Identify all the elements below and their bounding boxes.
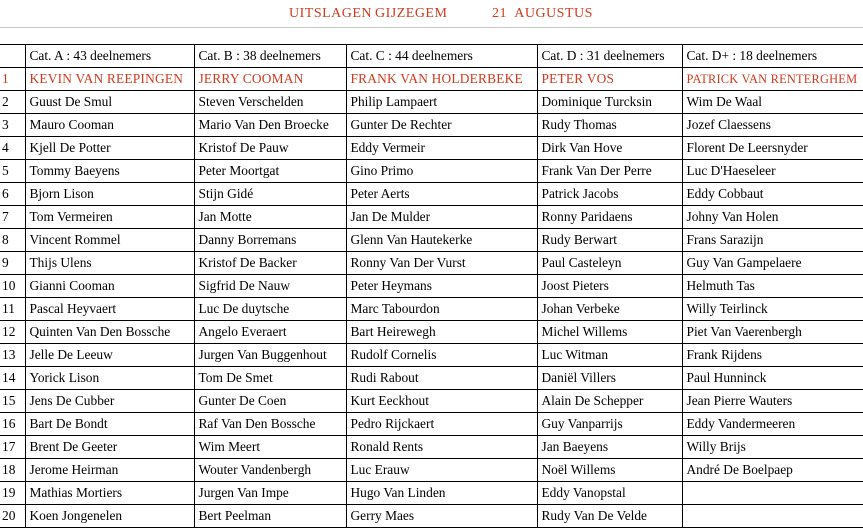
name-cell-cat-b: Wouter Vandenbergh bbox=[194, 459, 346, 482]
name-cell-cat-b: Sigfrid De Nauw bbox=[194, 275, 346, 298]
name-cell-cat-a: KEVIN VAN REEPINGEN bbox=[25, 68, 194, 91]
name-cell-cat-d: Luc Witman bbox=[537, 344, 682, 367]
name-cell-cat-d: Alain De Schepper bbox=[537, 390, 682, 413]
rank-cell: 17 bbox=[0, 436, 25, 459]
name-cell-cat-c: Hugo Van Linden bbox=[346, 482, 537, 505]
table-row bbox=[0, 275, 863, 298]
name-cell-cat-d-plus: Eddy Vandermeeren bbox=[682, 413, 863, 436]
name-cell-cat-c: Peter Heymans bbox=[346, 275, 537, 298]
name-cell-cat-a: Thijs Ulens bbox=[25, 252, 194, 275]
name-cell-cat-d-plus: Willy Teirlinck bbox=[682, 298, 863, 321]
results-table bbox=[0, 44, 863, 528]
name-cell-cat-d-plus: Paul Hunninck bbox=[682, 367, 863, 390]
name-cell-cat-d-plus: Johny Van Holen bbox=[682, 206, 863, 229]
name-cell-cat-d-plus: Guy Van Gampelaere bbox=[682, 252, 863, 275]
rank-cell: 4 bbox=[0, 137, 25, 160]
table-row bbox=[0, 321, 863, 344]
table-row bbox=[0, 436, 863, 459]
name-cell-cat-d: PETER VOS bbox=[537, 68, 682, 91]
name-cell-cat-b: Kristof De Pauw bbox=[194, 137, 346, 160]
name-cell-cat-a: Jens De Cubber bbox=[25, 390, 194, 413]
name-cell-cat-b: Luc De duytsche bbox=[194, 298, 346, 321]
name-cell-cat-b: Mario Van Den Broecke bbox=[194, 114, 346, 137]
name-cell-cat-d: Rudy Van De Velde bbox=[537, 505, 682, 528]
name-cell-cat-c: Gerry Maes bbox=[346, 505, 537, 528]
name-cell-cat-a: Guust De Smul bbox=[25, 91, 194, 114]
rank-cell: 1 bbox=[0, 68, 25, 91]
name-cell-cat-d-plus: Helmuth Tas bbox=[682, 275, 863, 298]
name-cell-cat-d-plus bbox=[682, 482, 863, 505]
name-cell-cat-d: Dirk Van Hove bbox=[537, 137, 682, 160]
header-cat-a: Cat. A : 43 deelnemers bbox=[25, 45, 194, 68]
name-cell-cat-c: Luc Erauw bbox=[346, 459, 537, 482]
rank-cell: 2 bbox=[0, 91, 25, 114]
name-cell-cat-d: Rudy Thomas bbox=[537, 114, 682, 137]
name-cell-cat-b: Kristof De Backer bbox=[194, 252, 346, 275]
name-cell-cat-d-plus: Frank Rijdens bbox=[682, 344, 863, 367]
name-cell-cat-a: Yorick Lison bbox=[25, 367, 194, 390]
name-cell-cat-d-plus: Wim De Waal bbox=[682, 91, 863, 114]
name-cell-cat-c: Philip Lampaert bbox=[346, 91, 537, 114]
table-row bbox=[0, 505, 863, 528]
header-cat-b: Cat. B : 38 deelnemers bbox=[194, 45, 346, 68]
name-cell-cat-d-plus: Frans Sarazijn bbox=[682, 229, 863, 252]
name-cell-cat-d-plus: Piet Van Vaerenbergh bbox=[682, 321, 863, 344]
table-row bbox=[0, 344, 863, 367]
name-cell-cat-d: Patrick Jacobs bbox=[537, 183, 682, 206]
name-cell-cat-d-plus: Florent De Leersnyder bbox=[682, 137, 863, 160]
rank-cell: 15 bbox=[0, 390, 25, 413]
rank-cell: 5 bbox=[0, 160, 25, 183]
results-title bbox=[0, 6, 863, 26]
name-cell-cat-d-plus: Jean Pierre Wauters bbox=[682, 390, 863, 413]
table-row bbox=[0, 91, 863, 114]
table-row bbox=[0, 137, 863, 160]
table-row bbox=[0, 183, 863, 206]
name-cell-cat-b: Tom De Smet bbox=[194, 367, 346, 390]
name-cell-cat-c: Kurt Eeckhout bbox=[346, 390, 537, 413]
table-row bbox=[0, 413, 863, 436]
name-cell-cat-b: Raf Van Den Bossche bbox=[194, 413, 346, 436]
table-row bbox=[0, 206, 863, 229]
name-cell-cat-c: Eddy Vermeir bbox=[346, 137, 537, 160]
name-cell-cat-a: Bart De Bondt bbox=[25, 413, 194, 436]
name-cell-cat-c: Peter Aerts bbox=[346, 183, 537, 206]
name-cell-cat-a: Koen Jongenelen bbox=[25, 505, 194, 528]
results-table-body bbox=[0, 45, 863, 528]
name-cell-cat-d: Frank Van Der Perre bbox=[537, 160, 682, 183]
name-cell-cat-b: Stijn Gidé bbox=[194, 183, 346, 206]
name-cell-cat-d: Dominique Turcksin bbox=[537, 91, 682, 114]
name-cell-cat-d: Noël Willems bbox=[537, 459, 682, 482]
name-cell-cat-d: Paul Casteleyn bbox=[537, 252, 682, 275]
name-cell-cat-b: Jurgen Van Impe bbox=[194, 482, 346, 505]
rank-cell: 12 bbox=[0, 321, 25, 344]
rank-cell: 8 bbox=[0, 229, 25, 252]
name-cell-cat-c: FRANK VAN HOLDERBEKE bbox=[346, 68, 537, 91]
name-cell-cat-c: Ronny Van Der Vurst bbox=[346, 252, 537, 275]
winners-row bbox=[0, 68, 863, 91]
table-row bbox=[0, 298, 863, 321]
name-cell-cat-c: Glenn Van Hautekerke bbox=[346, 229, 537, 252]
name-cell-cat-b: Jurgen Van Buggenhout bbox=[194, 344, 346, 367]
name-cell-cat-a: Vincent Rommel bbox=[25, 229, 194, 252]
rank-cell: 9 bbox=[0, 252, 25, 275]
rank-cell: 16 bbox=[0, 413, 25, 436]
name-cell-cat-d-plus: PATRICK VAN RENTERGHEM bbox=[682, 68, 863, 91]
name-cell-cat-b: Danny Borremans bbox=[194, 229, 346, 252]
name-cell-cat-d-plus bbox=[682, 505, 863, 528]
name-cell-cat-a: Quinten Van Den Bossche bbox=[25, 321, 194, 344]
name-cell-cat-c: Rudi Rabout bbox=[346, 367, 537, 390]
name-cell-cat-b: Peter Moortgat bbox=[194, 160, 346, 183]
name-cell-cat-a: Gianni Cooman bbox=[25, 275, 194, 298]
name-cell-cat-d-plus: Willy Brijs bbox=[682, 436, 863, 459]
name-cell-cat-d: Jan Baeyens bbox=[537, 436, 682, 459]
name-cell-cat-c: Rudolf Cornelis bbox=[346, 344, 537, 367]
rank-cell: 20 bbox=[0, 505, 25, 528]
rank-cell: 10 bbox=[0, 275, 25, 298]
name-cell-cat-b: Wim Meert bbox=[194, 436, 346, 459]
name-cell-cat-c: Gino Primo bbox=[346, 160, 537, 183]
name-cell-cat-d: Rudy Berwart bbox=[537, 229, 682, 252]
name-cell-cat-d: Johan Verbeke bbox=[537, 298, 682, 321]
name-cell-cat-d: Daniël Villers bbox=[537, 367, 682, 390]
rank-cell: 14 bbox=[0, 367, 25, 390]
name-cell-cat-b: Jan Motte bbox=[194, 206, 346, 229]
name-cell-cat-d: Joost Pieters bbox=[537, 275, 682, 298]
name-cell-cat-a: Jelle De Leeuw bbox=[25, 344, 194, 367]
name-cell-cat-c: Ronald Rents bbox=[346, 436, 537, 459]
table-header-row bbox=[0, 45, 863, 68]
table-row bbox=[0, 252, 863, 275]
table-row bbox=[0, 160, 863, 183]
title-results-word: UITSLAGEN bbox=[289, 6, 373, 21]
rank-cell: 11 bbox=[0, 298, 25, 321]
name-cell-cat-d: Michel Willems bbox=[537, 321, 682, 344]
title-date: 21 AUGUSTUS bbox=[492, 6, 593, 21]
rank-cell: 7 bbox=[0, 206, 25, 229]
name-cell-cat-b: Gunter De Coen bbox=[194, 390, 346, 413]
name-cell-cat-b: JERRY COOMAN bbox=[194, 68, 346, 91]
table-row bbox=[0, 482, 863, 505]
name-cell-cat-a: Tom Vermeiren bbox=[25, 206, 194, 229]
name-cell-cat-b: Steven Verschelden bbox=[194, 91, 346, 114]
name-cell-cat-d: Guy Vanparrijs bbox=[537, 413, 682, 436]
name-cell-cat-d-plus: Jozef Claessens bbox=[682, 114, 863, 137]
rank-cell: 13 bbox=[0, 344, 25, 367]
name-cell-cat-a: Bjorn Lison bbox=[25, 183, 194, 206]
name-cell-cat-c: Jan De Mulder bbox=[346, 206, 537, 229]
name-cell-cat-a: Mathias Mortiers bbox=[25, 482, 194, 505]
name-cell-cat-a: Tommy Baeyens bbox=[25, 160, 194, 183]
name-cell-cat-c: Gunter De Rechter bbox=[346, 114, 537, 137]
name-cell-cat-d: Ronny Paridaens bbox=[537, 206, 682, 229]
name-cell-cat-c: Pedro Rijckaert bbox=[346, 413, 537, 436]
name-cell-cat-b: Bert Peelman bbox=[194, 505, 346, 528]
header-cat-d: Cat. D : 31 deelnemers bbox=[537, 45, 682, 68]
title-location: GIJZEGEM bbox=[375, 6, 448, 21]
name-cell-cat-a: Mauro Cooman bbox=[25, 114, 194, 137]
header-position bbox=[0, 45, 25, 68]
name-cell-cat-c: Bart Heirewegh bbox=[346, 321, 537, 344]
name-cell-cat-d: Eddy Vanopstal bbox=[537, 482, 682, 505]
rank-cell: 19 bbox=[0, 482, 25, 505]
name-cell-cat-a: Pascal Heyvaert bbox=[25, 298, 194, 321]
name-cell-cat-c: Marc Tabourdon bbox=[346, 298, 537, 321]
name-cell-cat-a: Kjell De Potter bbox=[25, 137, 194, 160]
table-row bbox=[0, 114, 863, 137]
name-cell-cat-a: Brent De Geeter bbox=[25, 436, 194, 459]
name-cell-cat-d-plus: Eddy Cobbaut bbox=[682, 183, 863, 206]
rank-cell: 6 bbox=[0, 183, 25, 206]
table-row bbox=[0, 459, 863, 482]
header-cat-c: Cat. C : 44 deelnemers bbox=[346, 45, 537, 68]
title-divider bbox=[0, 27, 863, 28]
name-cell-cat-d-plus: Luc D'Haeseleer bbox=[682, 160, 863, 183]
table-row bbox=[0, 390, 863, 413]
table-row bbox=[0, 367, 863, 390]
header-cat-d-plus: Cat. D+ : 18 deelnemers bbox=[682, 45, 863, 68]
table-row bbox=[0, 229, 863, 252]
name-cell-cat-b: Angelo Everaert bbox=[194, 321, 346, 344]
rank-cell: 18 bbox=[0, 459, 25, 482]
name-cell-cat-d-plus: André De Boelpaep bbox=[682, 459, 863, 482]
rank-cell: 3 bbox=[0, 114, 25, 137]
name-cell-cat-a: Jerome Heirman bbox=[25, 459, 194, 482]
